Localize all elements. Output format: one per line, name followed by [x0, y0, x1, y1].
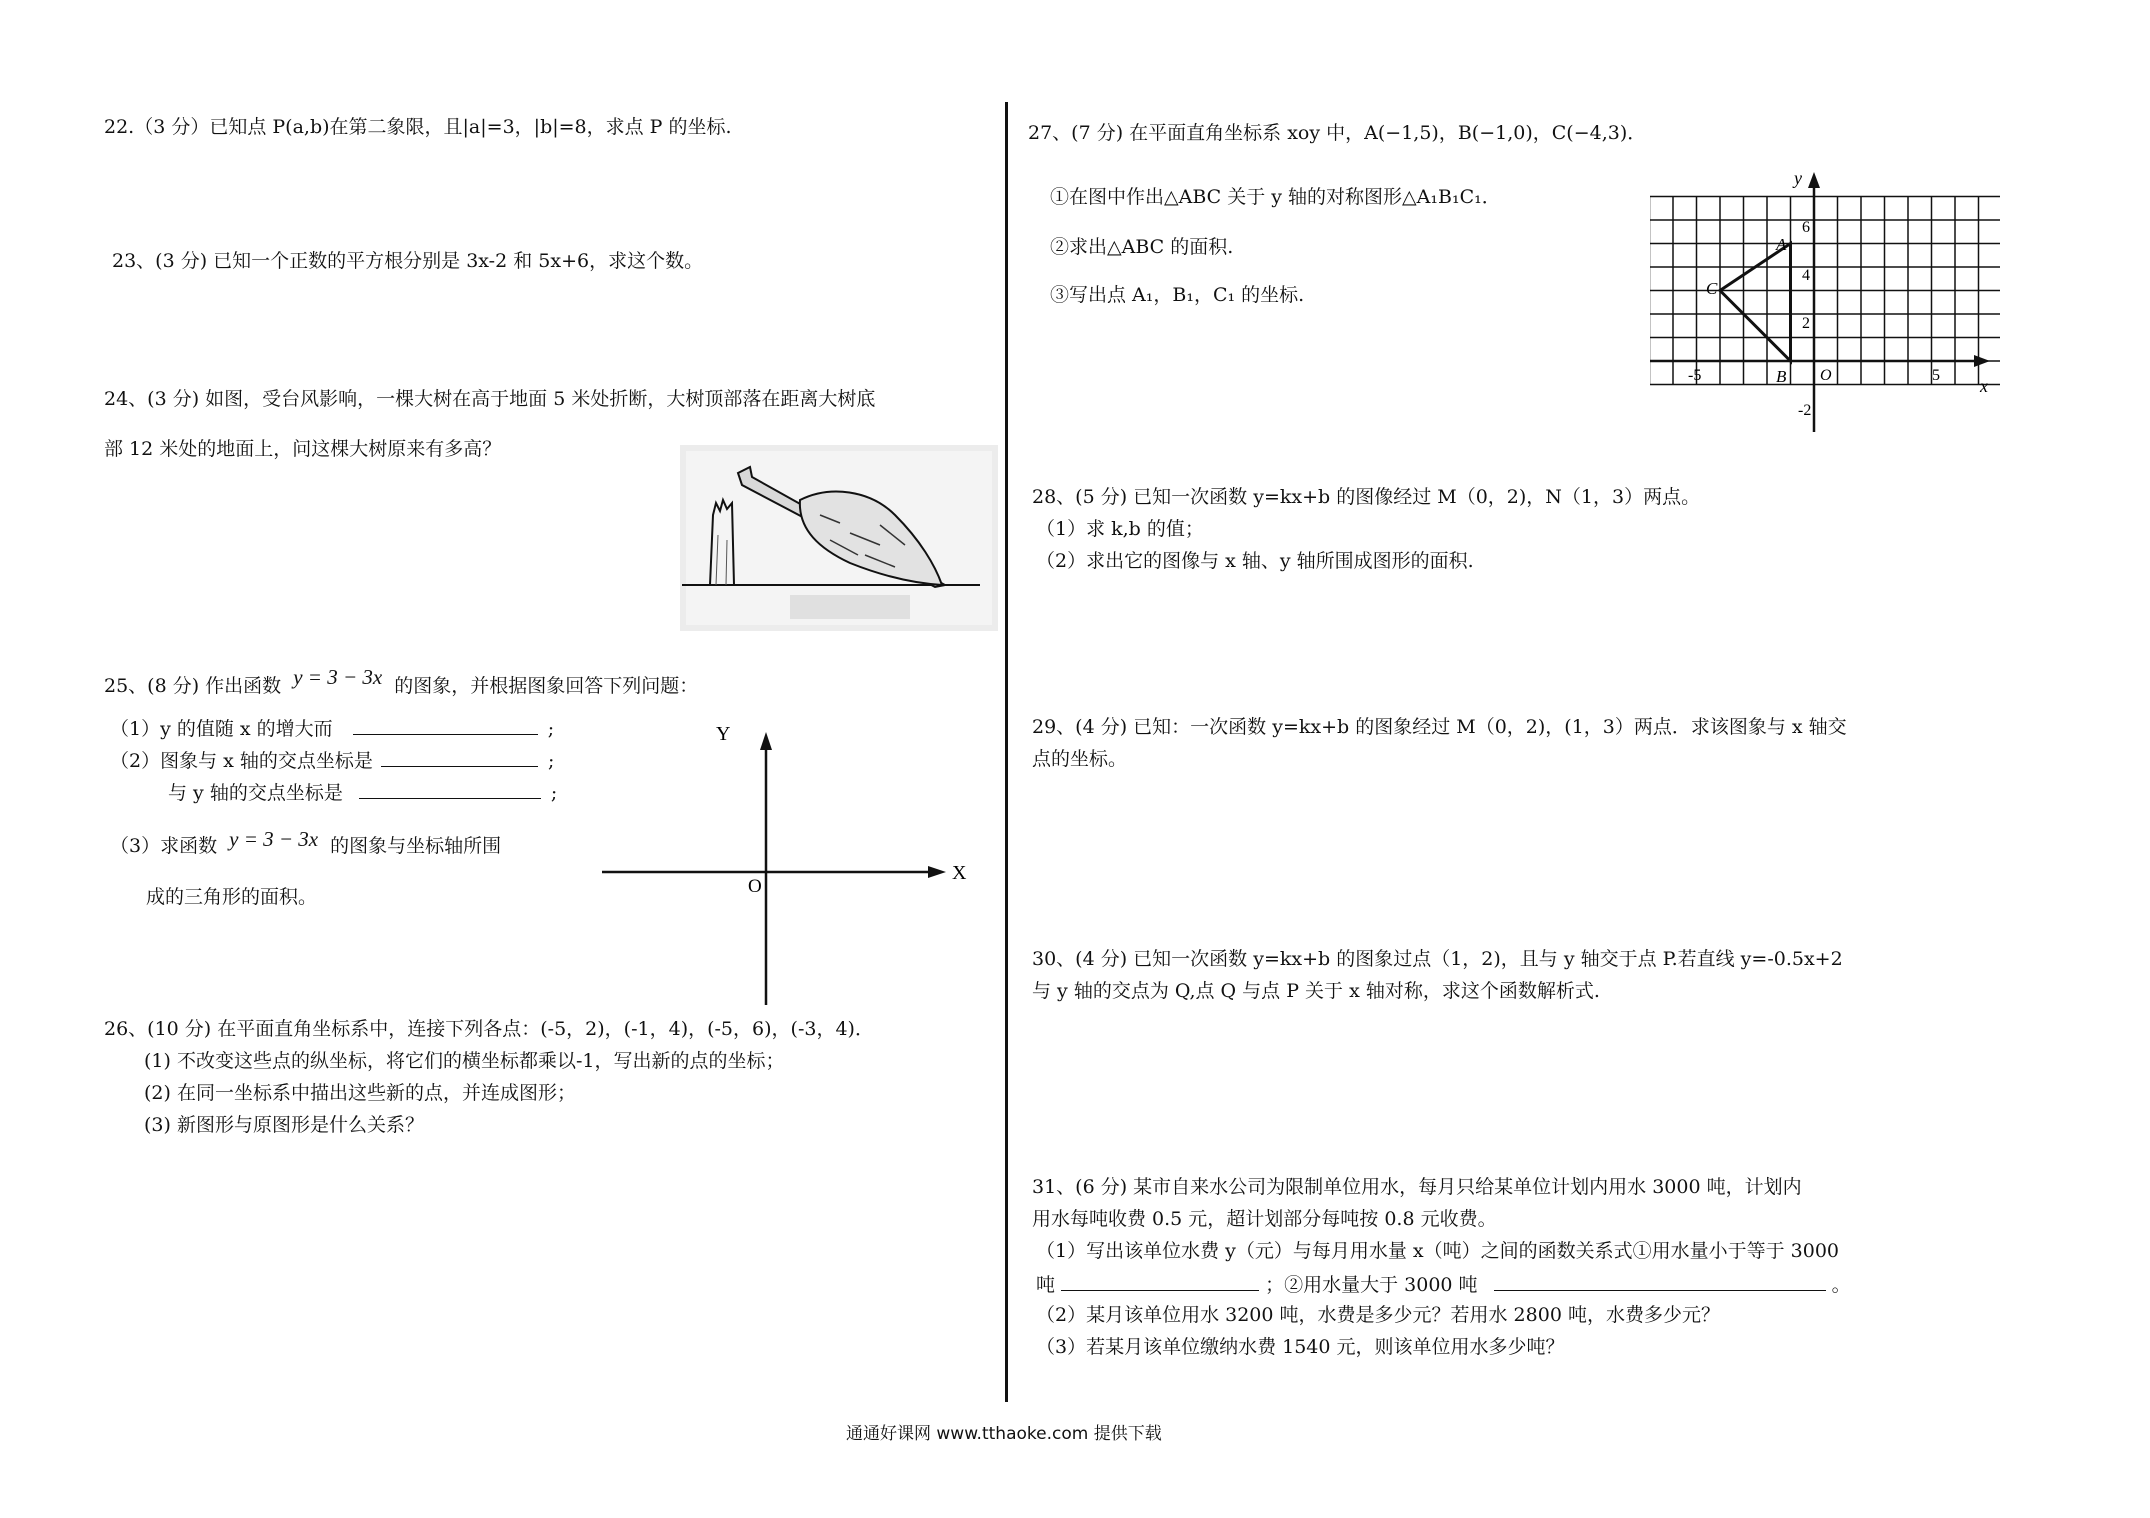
question-27-sub3: ③写出点 A₁，B₁，C₁ 的坐标. [1050, 284, 1305, 306]
question-27-head: 27、(7 分) 在平面直角坐标系 xoy 中，A(−1,5)，B(−1,0)，C(−4,3)． [1028, 122, 1647, 144]
question-28-sub2: （2）求出它的图像与 x 轴、y 轴所围成图形的面积. [1036, 550, 1474, 572]
y-axis-label: y [1794, 170, 1802, 188]
question-24-line2: 部 12 米处的地面上，问这棵大树原来有多高？ [104, 438, 502, 460]
answer-blank-1[interactable] [353, 716, 538, 735]
question-23: 23、(3 分) 已知一个正数的平方根分别是 3x-2 和 5x+6，求这个数。 [112, 250, 704, 272]
triangle-abc [1720, 244, 1791, 362]
blank-coordinate-axes [596, 720, 976, 1010]
answer-blank-5[interactable] [1494, 1272, 1826, 1291]
q25-sub2b-text: 与 y 轴的交点坐标是 [168, 782, 343, 804]
q25-head-text: 25、(8 分) 作出函数 [104, 675, 282, 697]
grid-lines [1650, 197, 2000, 385]
origin-label: O [1820, 367, 1832, 384]
tick-label-4: 4 [1802, 267, 1810, 284]
question-28-sub1: （1）求 k,b 的值； [1036, 518, 1204, 540]
question-31-line4 [1036, 1272, 1851, 1298]
y-axis-label: Y [716, 723, 731, 745]
question-26-sub1: (1) 不改变这些点的纵坐标，将它们的横坐标都乘以-1，写出新的点的坐标； [144, 1050, 785, 1072]
column-divider [1005, 102, 1008, 1402]
answer-blank-2[interactable] [381, 748, 538, 767]
q31-line4-end: 。 [1831, 1274, 1851, 1296]
q25-head-tail: 的图象，并根据图象回答下列问题： [394, 675, 699, 697]
x-axis-label: x [1980, 376, 1988, 396]
q27-coordinate-grid [1650, 170, 2000, 440]
q31-line4-start: 吨 [1036, 1274, 1056, 1296]
axes [1650, 172, 1990, 432]
tick-label-neg2: -2 [1798, 402, 1812, 419]
question-31-line1: 31、(6 分) 某市自来水公司为限制单位用水，每月只给某单位计划内用水 3000 吨，计划内 [1032, 1176, 1802, 1198]
semicolon: ; [547, 718, 555, 740]
tick-label-2: 2 [1802, 315, 1810, 332]
point-label-a: A [1776, 235, 1787, 254]
q25-sub1-text: （1）y 的值随 x 的增大而 [110, 718, 333, 740]
tick-label-5: 5 [1932, 367, 1940, 384]
question-25-sub2b [168, 780, 557, 806]
q31-line4-mid: ；②用水量大于 3000 吨 [1265, 1274, 1478, 1296]
q25-sub2-text: （2）图象与 x 轴的交点坐标是 [110, 750, 373, 772]
x-axis-label: X [952, 862, 967, 884]
q25-formula-2: y = 3 − 3x [229, 827, 319, 851]
question-26-head: 26、(10 分) 在平面直角坐标系中，连接下列各点：(-5，2)，(-1，4)，(-5，6)，(-3，4)． [104, 1018, 874, 1040]
tick-label-neg5: -5 [1688, 367, 1702, 384]
page-footer: 通通好课网 www.tthaoke.com 提供下载 [846, 1424, 1162, 1444]
question-25-head [104, 665, 699, 699]
question-25-sub3 [110, 827, 502, 859]
tick-label-6: 6 [1802, 219, 1810, 236]
question-30-line2: 与 y 轴的交点为 Q,点 Q 与点 P 关于 x 轴对称，求这个函数解析式. [1032, 980, 1600, 1002]
question-30-line1: 30、(4 分) 已知一次函数 y=kx+b 的图象过点（1，2)，且与 y 轴交于点 P.若直线 y=-0.5x+2 [1032, 948, 1843, 970]
question-31-line5: （2）某月该单位用水 3200 吨，水费是多少元？若用水 2800 吨，水费多少元？ [1036, 1304, 1720, 1326]
question-27-sub2: ②求出△ABC 的面积. [1050, 236, 1234, 258]
question-31-line2: 用水每吨收费 0.5 元，超计划部分每吨按 0.8 元收费。 [1032, 1208, 1497, 1230]
q25-sub3-tail: 的图象与坐标轴所围 [330, 835, 502, 857]
answer-blank-4[interactable] [1061, 1272, 1259, 1291]
question-24-line1: 24、(3 分) 如图，受台风影响，一棵大树在高于地面 5 米处折断，大树顶部落在距离大树底 [104, 388, 876, 410]
question-26-sub3: (3) 新图形与原图形是什么关系？ [144, 1114, 424, 1136]
answer-blank-3[interactable] [359, 780, 541, 799]
question-28-head: 28、(5 分) 已知一次函数 y=kx+b 的图像经过 M（0，2)，N（1，3）两点。 [1032, 486, 1701, 508]
question-29-line2: 点的坐标。 [1032, 748, 1128, 770]
point-label-b: B [1776, 367, 1787, 386]
y-axis-arrow-icon [760, 732, 772, 750]
origin-label: O [748, 876, 762, 897]
question-22: 22.（3 分）已知点 P(a,b)在第二象限，且|a|=3，|b|=8，求点 P 的坐标. [104, 116, 732, 138]
semicolon: ; [550, 782, 558, 804]
x-axis-arrow-icon [1974, 355, 1990, 367]
question-31-line3: （1）写出该单位水费 y（元）与每月用水量 x（吨）之间的函数关系式①用水量小于等于 3000 [1036, 1240, 1840, 1262]
broken-tree-illustration [680, 445, 998, 631]
question-27-sub1: ①在图中作出△ABC 关于 y 轴的对称图形△A₁B₁C₁． [1050, 186, 1501, 208]
question-31-line6: （3）若某月该单位缴纳水费 1540 元，则该单位用水多少吨？ [1036, 1336, 1565, 1358]
x-axis-arrow-icon [928, 866, 946, 878]
question-25-sub3-line2: 成的三角形的面积。 [146, 886, 318, 908]
point-label-c: C [1706, 279, 1718, 298]
question-25-sub1 [110, 716, 554, 742]
semicolon: ; [547, 750, 555, 772]
q25-formula: y = 3 − 3x [293, 665, 383, 689]
question-26-sub2: (2) 在同一坐标系中描出这些新的点，并连成图形； [144, 1082, 576, 1104]
question-29-line1: 29、(4 分) 已知：一次函数 y=kx+b 的图象经过 M（0，2)，(1，3）两点．求该图象与 x 轴交 [1032, 716, 1847, 738]
question-25-sub2 [110, 748, 554, 774]
q25-sub3-head: （3）求函数 [110, 835, 218, 857]
y-axis-arrow-icon [1808, 172, 1820, 188]
